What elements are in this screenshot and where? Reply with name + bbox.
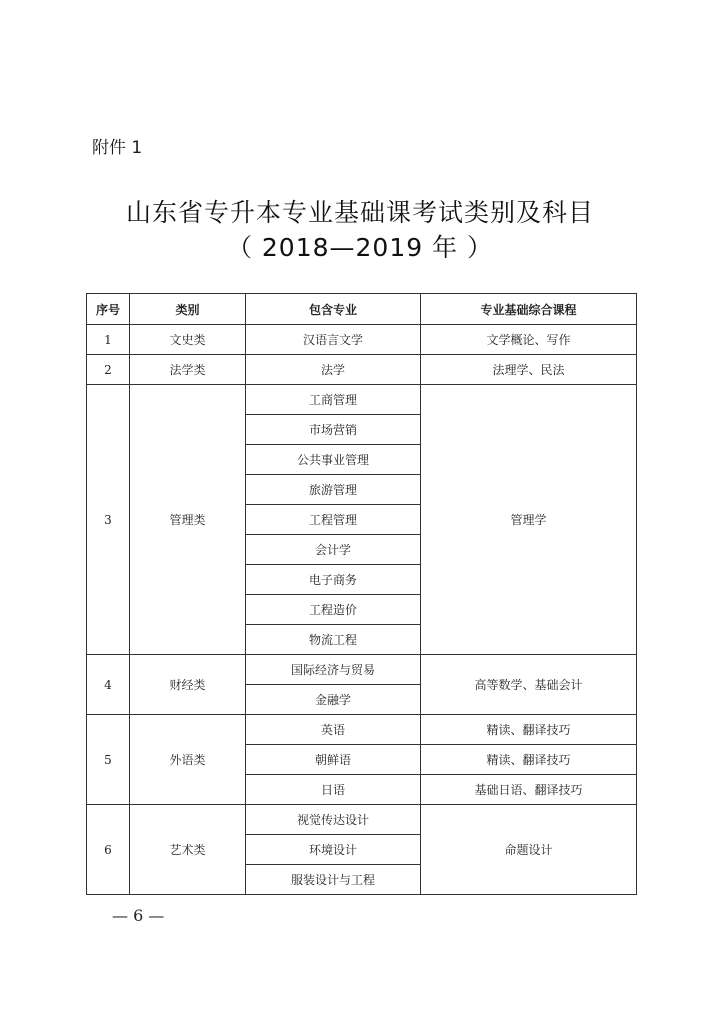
table-row (87, 655, 637, 685)
row-number-cell: 2 (87, 355, 130, 385)
row-number-cell: 1 (87, 325, 130, 355)
major-cell: 工商管理 (246, 385, 421, 415)
category-cell: 艺术类 (130, 805, 246, 895)
major-cell: 国际经济与贸易 (246, 655, 421, 685)
page-number: — 6 — (112, 906, 165, 925)
page-title: 山东省专升本专业基础课考试类别及科目 (125, 198, 594, 227)
major-cell: 汉语言文学 (246, 325, 421, 355)
major-cell: 视觉传达设计 (246, 805, 421, 835)
exam-subjects-table (86, 293, 637, 895)
attachment-label: 附件 1 (92, 138, 143, 158)
category-cell: 管理类 (130, 385, 246, 655)
category-cell: 文史类 (130, 325, 246, 355)
category-cell: 法学类 (130, 355, 246, 385)
course-cell: 命题设计 (421, 805, 637, 895)
course-cell: 文学概论、写作 (421, 325, 637, 355)
table-row (87, 355, 637, 385)
major-cell: 法学 (246, 355, 421, 385)
table-header-row (87, 294, 637, 325)
major-cell: 市场营销 (246, 415, 421, 445)
major-cell: 英语 (246, 715, 421, 745)
major-cell: 环境设计 (246, 835, 421, 865)
header-major: 包含专业 (246, 294, 421, 325)
row-number-cell: 3 (87, 385, 130, 655)
table-row (87, 325, 637, 355)
row-number-cell: 6 (87, 805, 130, 895)
row-number-cell: 4 (87, 655, 130, 715)
major-cell: 会计学 (246, 535, 421, 565)
major-cell: 电子商务 (246, 565, 421, 595)
course-cell: 管理学 (421, 385, 637, 655)
major-cell: 旅游管理 (246, 475, 421, 505)
course-cell: 精读、翻译技巧 (421, 745, 637, 775)
major-cell: 公共事业管理 (246, 445, 421, 475)
row-number-cell: 5 (87, 715, 130, 805)
major-cell: 工程造价 (246, 595, 421, 625)
major-cell: 金融学 (246, 685, 421, 715)
page-subtitle-years: （ 2018—2019 年 ） (226, 233, 494, 262)
course-cell: 基础日语、翻译技巧 (421, 775, 637, 805)
table-row (87, 805, 637, 835)
header-course: 专业基础综合课程 (421, 294, 637, 325)
course-cell: 高等数学、基础会计 (421, 655, 637, 715)
header-category: 类别 (130, 294, 246, 325)
major-cell: 服装设计与工程 (246, 865, 421, 895)
table-row (87, 715, 637, 745)
category-cell: 财经类 (130, 655, 246, 715)
table-body (87, 325, 637, 895)
major-cell: 物流工程 (246, 625, 421, 655)
course-cell: 法理学、民法 (421, 355, 637, 385)
major-cell: 工程管理 (246, 505, 421, 535)
course-cell: 精读、翻译技巧 (421, 715, 637, 745)
category-cell: 外语类 (130, 715, 246, 805)
major-cell: 朝鲜语 (246, 745, 421, 775)
major-cell: 日语 (246, 775, 421, 805)
header-no: 序号 (87, 294, 130, 325)
table-row (87, 385, 637, 415)
